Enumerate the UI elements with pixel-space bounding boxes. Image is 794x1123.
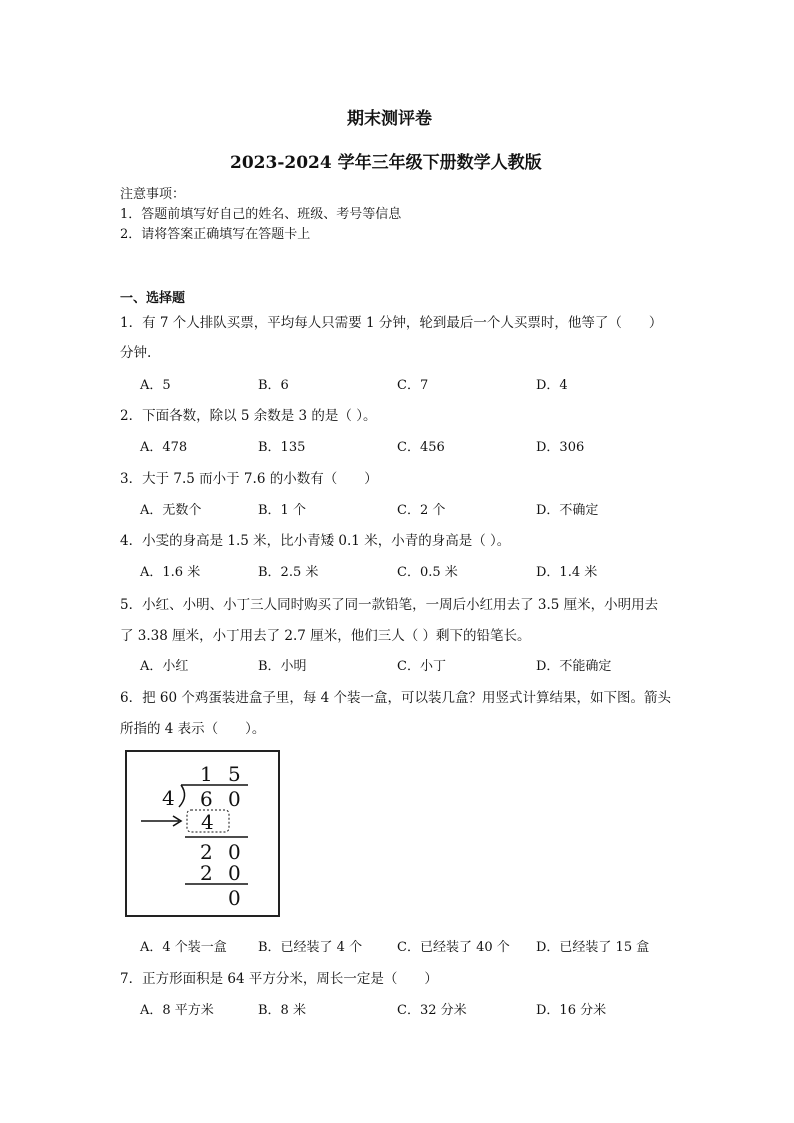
question-3-option-b[interactable]: B．1 个 [258, 503, 306, 518]
step3-digit: 0 [228, 861, 241, 885]
question-5-option-a[interactable]: A．小红 [140, 659, 189, 674]
quotient-digit: 1 [200, 762, 213, 786]
question-3-text: 3．大于 7.5 而小于 7.6 的小数有（ ） [120, 471, 378, 487]
long-division-svg [127, 752, 282, 919]
notes-heading: 注意事项： [120, 187, 186, 202]
question-3-option-a[interactable]: A．无数个 [140, 503, 202, 518]
notes-item: 2．请将答案正确填写在答题卡上 [120, 227, 311, 242]
step1-digit: 4 [201, 810, 214, 834]
question-5-option-c[interactable]: C．小丁 [397, 659, 446, 674]
question-2-text: 2．下面各数，除以 5 余数是 3 的是（ ）。 [120, 408, 377, 424]
remainder-digit: 0 [228, 886, 241, 910]
divisor-digit: 4 [162, 786, 175, 810]
dividend-digit: 6 [200, 787, 213, 811]
step2-digit: 0 [228, 840, 241, 864]
question-6-option-b[interactable]: B．已经装了 4 个 [258, 940, 363, 955]
question-4-option-c[interactable]: C．0.5 米 [397, 565, 458, 580]
question-7-option-b[interactable]: B．8 米 [258, 1003, 306, 1018]
quotient-digit: 5 [228, 762, 241, 786]
step3-digit: 2 [200, 861, 213, 885]
question-1-option-c[interactable]: C．7 [397, 378, 429, 393]
question-3-option-d[interactable]: D．不确定 [536, 503, 599, 518]
question-1-option-a[interactable]: A．5 [140, 378, 171, 393]
page-title: 期末测评卷 [347, 109, 432, 129]
question-1-option-d[interactable]: D．4 [536, 378, 568, 393]
notes-item: 1．答题前填写好自己的姓名、班级、考号等信息 [120, 207, 402, 222]
question-6-text: 6．把 60 个鸡蛋装进盒子里，每 4 个装一盒，可以装几盒？用竖式计算结果，如下图。箭头 [120, 690, 672, 706]
question-7-option-a[interactable]: A．8 平方米 [140, 1003, 214, 1018]
division-bracket [179, 785, 185, 807]
question-6-option-a[interactable]: A．4 个装一盒 [140, 940, 227, 955]
question-1-option-b[interactable]: B．6 [258, 378, 289, 393]
long-division-figure [125, 750, 280, 917]
question-2-option-d[interactable]: D．306 [536, 440, 585, 455]
question-7-option-d[interactable]: D．16 分米 [536, 1003, 607, 1018]
question-5-text: 5．小红、小明、小丁三人同时购买了同一款铅笔，一周后小红用去了 3.5 厘米，小明用去 [120, 597, 659, 613]
question-1-text-cont: 分钟. [120, 345, 152, 361]
question-1-text: 1．有 7 个人排队买票，平均每人只需要 1 分钟，轮到最后一个人买票时，他等了（ ） [120, 315, 663, 331]
question-3-option-c[interactable]: C．2 个 [397, 503, 446, 518]
question-5-option-d[interactable]: D．不能确定 [536, 659, 612, 674]
question-6-option-d[interactable]: D．已经装了 15 盒 [536, 940, 650, 955]
question-4-option-a[interactable]: A．1.6 米 [140, 565, 201, 580]
page-subtitle: 2023-2024 学年三年级下册数学人教版 [230, 153, 542, 173]
step2-digit: 2 [200, 840, 213, 864]
question-4-text: 4．小雯的身高是 1.5 米，比小青矮 0.1 米，小青的身高是（ ）。 [120, 533, 511, 549]
question-2-option-b[interactable]: B．135 [258, 440, 306, 455]
question-6-option-c[interactable]: C．已经装了 40 个 [397, 940, 510, 955]
question-7-text: 7．正方形面积是 64 平方分米，周长一定是（ ） [120, 971, 438, 987]
dividend-digit: 0 [228, 787, 241, 811]
question-7-option-c[interactable]: C．32 分米 [397, 1003, 467, 1018]
question-2-option-c[interactable]: C．456 [397, 440, 445, 455]
question-4-option-d[interactable]: D．1.4 米 [536, 565, 598, 580]
question-4-option-b[interactable]: B．2.5 米 [258, 565, 319, 580]
question-6-text-cont: 所指的 4 表示（ ）。 [120, 721, 266, 737]
question-5-option-b[interactable]: B．小明 [258, 659, 307, 674]
question-2-option-a[interactable]: A．478 [140, 440, 188, 455]
question-5-text-cont: 了 3.38 厘米，小丁用去了 2.7 厘米，他们三人（ ）剩下的铅笔长。 [120, 628, 531, 644]
section-title: 一、选择题 [120, 291, 186, 306]
